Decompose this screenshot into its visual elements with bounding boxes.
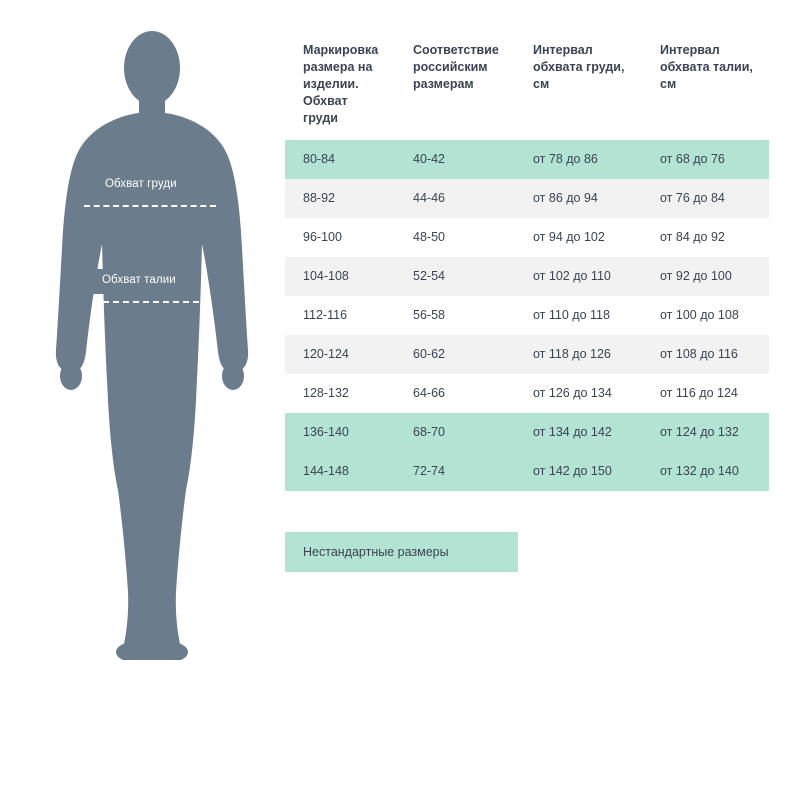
cell-marking: 112-116 [285, 296, 395, 335]
cell-waist-range: от 108 до 116 [642, 335, 769, 374]
cell-russian-size: 44-46 [395, 179, 515, 218]
cell-waist-range: от 76 до 84 [642, 179, 769, 218]
column-header-marking: Маркировка размера на изделии. Обхват груди [303, 43, 379, 125]
cell-marking: 136-140 [285, 413, 395, 452]
cell-russian-size: 72-74 [395, 452, 515, 491]
table-header-row [285, 30, 769, 140]
table-row [285, 413, 769, 452]
cell-chest-range: от 86 до 94 [515, 179, 642, 218]
table-row [285, 452, 769, 491]
cell-chest-range: от 110 до 118 [515, 296, 642, 335]
cell-marking: 104-108 [285, 257, 395, 296]
table-row [285, 335, 769, 374]
cell-russian-size: 40-42 [395, 140, 515, 179]
cell-waist-range: от 124 до 132 [642, 413, 769, 452]
cell-chest-range: от 102 до 110 [515, 257, 642, 296]
cell-russian-size: 64-66 [395, 374, 515, 413]
chest-measure-line [84, 205, 216, 207]
waist-label: Обхват талии [93, 269, 185, 294]
cell-waist-range: от 68 до 76 [642, 140, 769, 179]
cell-russian-size: 52-54 [395, 257, 515, 296]
cell-chest-range: от 94 до 102 [515, 218, 642, 257]
cell-waist-range: от 84 до 92 [642, 218, 769, 257]
chest-label: Обхват груди [96, 173, 186, 198]
column-header-chest-range: Интервал обхвата груди, см [533, 43, 625, 91]
cell-russian-size: 68-70 [395, 413, 515, 452]
waist-measure-line [93, 301, 199, 303]
cell-marking: 80-84 [285, 140, 395, 179]
table-row [285, 296, 769, 335]
column-header-russian-size: Соответствие российским размерам [413, 43, 499, 91]
cell-russian-size: 60-62 [395, 335, 515, 374]
cell-waist-range: от 100 до 108 [642, 296, 769, 335]
cell-chest-range: от 118 до 126 [515, 335, 642, 374]
table-row [285, 179, 769, 218]
column-header-waist-range: Интервал обхвата талии, см [660, 43, 753, 91]
size-table-container [285, 30, 769, 491]
cell-waist-range: от 92 до 100 [642, 257, 769, 296]
nonstandard-sizes-banner[interactable] [285, 532, 518, 572]
table-row [285, 374, 769, 413]
cell-chest-range: от 126 до 134 [515, 374, 642, 413]
cell-waist-range: от 132 до 140 [642, 452, 769, 491]
cell-russian-size: 56-58 [395, 296, 515, 335]
cell-marking: 144-148 [285, 452, 395, 491]
cell-chest-range: от 142 до 150 [515, 452, 642, 491]
cell-chest-range: от 78 до 86 [515, 140, 642, 179]
cell-marking: 120-124 [285, 335, 395, 374]
table-row [285, 257, 769, 296]
size-table [285, 30, 769, 491]
cell-marking: 96-100 [285, 218, 395, 257]
table-body [285, 140, 769, 491]
table-row [285, 140, 769, 179]
cell-marking: 88-92 [285, 179, 395, 218]
male-body-silhouette [30, 20, 275, 660]
nonstandard-sizes-label: Нестандартные размеры [303, 545, 449, 559]
table-header [285, 30, 769, 140]
cell-marking: 128-132 [285, 374, 395, 413]
body-figure [30, 20, 275, 660]
cell-chest-range: от 134 до 142 [515, 413, 642, 452]
cell-waist-range: от 116 до 124 [642, 374, 769, 413]
table-row [285, 218, 769, 257]
cell-russian-size: 48-50 [395, 218, 515, 257]
